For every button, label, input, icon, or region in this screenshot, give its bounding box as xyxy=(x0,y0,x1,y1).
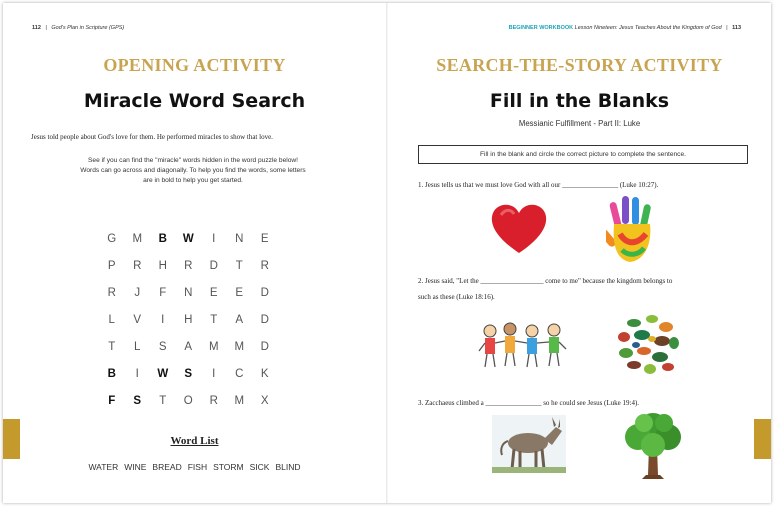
grid-letter[interactable]: E xyxy=(235,287,244,299)
question-2-line-2: such as these (Luke 18:16). xyxy=(418,293,495,301)
right-page-number: 113 xyxy=(732,25,741,31)
word-list-item: BREAD xyxy=(152,462,182,472)
instruction-line: See if you can find the "miracle" words hidden in the word puzzle below! xyxy=(88,157,298,164)
grid-row xyxy=(99,368,278,395)
grid-letter[interactable]: J xyxy=(134,287,141,299)
grid-letter[interactable]: A xyxy=(184,341,193,353)
grid-letter[interactable]: F xyxy=(108,395,116,407)
children-picture[interactable] xyxy=(478,321,570,373)
grid-letter[interactable]: G xyxy=(107,233,117,245)
grid-letter[interactable]: R xyxy=(260,260,269,272)
instructions xyxy=(43,156,343,186)
book-spread xyxy=(3,3,771,503)
grid-letter[interactable]: L xyxy=(134,341,141,353)
grid-letter[interactable]: B xyxy=(158,233,167,245)
grid-letter[interactable]: R xyxy=(133,260,142,272)
left-header: 112 | God's Plan in Scripture (GPS) xyxy=(32,25,125,31)
word-search-title: Miracle Word Search xyxy=(83,90,306,112)
grid-letter[interactable]: C xyxy=(235,368,244,380)
grid-row xyxy=(99,314,278,341)
instruction-line: Words can go across and diagonally. To help you find the words, some letters xyxy=(80,167,306,174)
word-list-item: BLIND xyxy=(275,462,301,472)
grid-letter[interactable]: D xyxy=(260,314,269,326)
question-2 xyxy=(418,275,672,303)
word-list-item: WINE xyxy=(124,462,147,472)
grid-letter[interactable]: W xyxy=(182,233,194,245)
grid-letter[interactable]: D xyxy=(260,287,269,299)
grid-letter[interactable]: W xyxy=(157,368,169,380)
grid-letter[interactable]: N xyxy=(184,287,193,299)
grid-letter[interactable]: E xyxy=(209,287,218,299)
grid-letter[interactable]: H xyxy=(158,260,167,272)
grid-letter[interactable]: T xyxy=(159,395,167,407)
workbook-label: BEGINNER WORKBOOK xyxy=(508,25,574,31)
word-list-item: SICK xyxy=(249,462,270,472)
grid-letter[interactable]: F xyxy=(159,287,167,299)
grid-row xyxy=(99,233,278,260)
tree-picture[interactable] xyxy=(616,407,690,481)
grid-letter[interactable]: B xyxy=(107,368,116,380)
instruction-line: are in bold to help you get started. xyxy=(143,177,243,184)
grid-letter[interactable]: V xyxy=(133,314,142,326)
grid-letter[interactable]: N xyxy=(235,233,244,245)
word-list-item: STORM xyxy=(213,462,244,472)
grid-letter[interactable]: T xyxy=(235,260,243,272)
grid-letter[interactable]: X xyxy=(260,395,269,407)
word-list xyxy=(3,462,386,472)
grid-letter[interactable]: R xyxy=(107,287,116,299)
word-list-title: Word List xyxy=(170,435,219,447)
grid-letter[interactable]: O xyxy=(183,395,193,407)
grid-letter[interactable]: M xyxy=(234,341,245,353)
left-page-tab xyxy=(3,419,20,459)
opening-activity-title: OPENING ACTIVITY xyxy=(103,55,286,75)
grid-letter[interactable]: P xyxy=(107,260,116,272)
donkey-picture[interactable] xyxy=(492,415,566,473)
lesson-title: Lesson Nineteen: Jesus Teaches About the Kingdom of God xyxy=(574,25,722,31)
right-header: BEGINNER WORKBOOK Lesson Nineteen: Jesus Teaches About the Kingdom of God | 113 xyxy=(508,25,741,31)
grid-letter[interactable]: I xyxy=(135,368,139,380)
grid-letter[interactable]: L xyxy=(108,314,115,326)
instruction-box: Fill in the blank and circle the correct picture to complete the sentence. xyxy=(418,145,748,164)
animals-picture[interactable] xyxy=(612,309,684,381)
word-list-item: WATER xyxy=(88,462,119,472)
left-page-number: 112 xyxy=(32,25,41,31)
grid-letter[interactable]: M xyxy=(208,341,219,353)
grid-letter[interactable]: I xyxy=(161,314,165,326)
word-search-grid[interactable] xyxy=(99,233,278,422)
grid-row xyxy=(99,260,278,287)
grid-letter[interactable]: S xyxy=(184,368,193,380)
grid-letter[interactable]: D xyxy=(260,341,269,353)
grid-letter[interactable]: E xyxy=(260,233,269,245)
grid-letter[interactable]: A xyxy=(235,314,244,326)
book-title: God's Plan in Scripture (GPS) xyxy=(51,25,125,31)
handprint-picture[interactable] xyxy=(606,194,658,266)
grid-row xyxy=(99,395,278,422)
right-page-tab xyxy=(754,419,771,459)
grid-row xyxy=(99,341,278,368)
grid-letter[interactable]: S xyxy=(158,341,167,353)
grid-letter[interactable]: R xyxy=(184,260,193,272)
grid-letter[interactable]: T xyxy=(210,314,218,326)
grid-row xyxy=(99,287,278,314)
right-page xyxy=(388,3,771,503)
activity-subtitle: Messianic Fulfillment - Part II: Luke xyxy=(518,119,641,128)
grid-letter[interactable]: M xyxy=(234,395,245,407)
grid-letter[interactable]: S xyxy=(133,395,142,407)
left-page xyxy=(3,3,386,503)
heart-picture[interactable] xyxy=(487,199,551,257)
grid-letter[interactable]: I xyxy=(212,368,216,380)
question-3: 3. Zacchaeus climbed a ________________ so he could see Jesus (Luke 19:4). xyxy=(418,399,640,407)
intro-text: Jesus told people about God's love for them. He performed miracles to show that love. xyxy=(31,133,273,141)
grid-letter[interactable]: D xyxy=(209,260,218,272)
grid-letter[interactable]: T xyxy=(108,341,116,353)
grid-letter[interactable]: R xyxy=(209,395,218,407)
fill-blanks-title: Fill in the Blanks xyxy=(489,90,670,112)
question-2-line-1: 2. Jesus said, "Let the __________________ come to me" because the kingdom belongs to xyxy=(418,277,673,285)
grid-letter[interactable]: I xyxy=(212,233,216,245)
word-list-item: FISH xyxy=(187,462,208,472)
grid-letter[interactable]: H xyxy=(184,314,193,326)
grid-letter[interactable]: M xyxy=(132,233,143,245)
search-story-title: SEARCH-THE-STORY ACTIVITY xyxy=(436,55,723,75)
question-1: 1. Jesus tells us that we must love God with all our ________________ (Luke 10:27). xyxy=(418,181,659,189)
grid-letter[interactable]: K xyxy=(260,368,269,380)
